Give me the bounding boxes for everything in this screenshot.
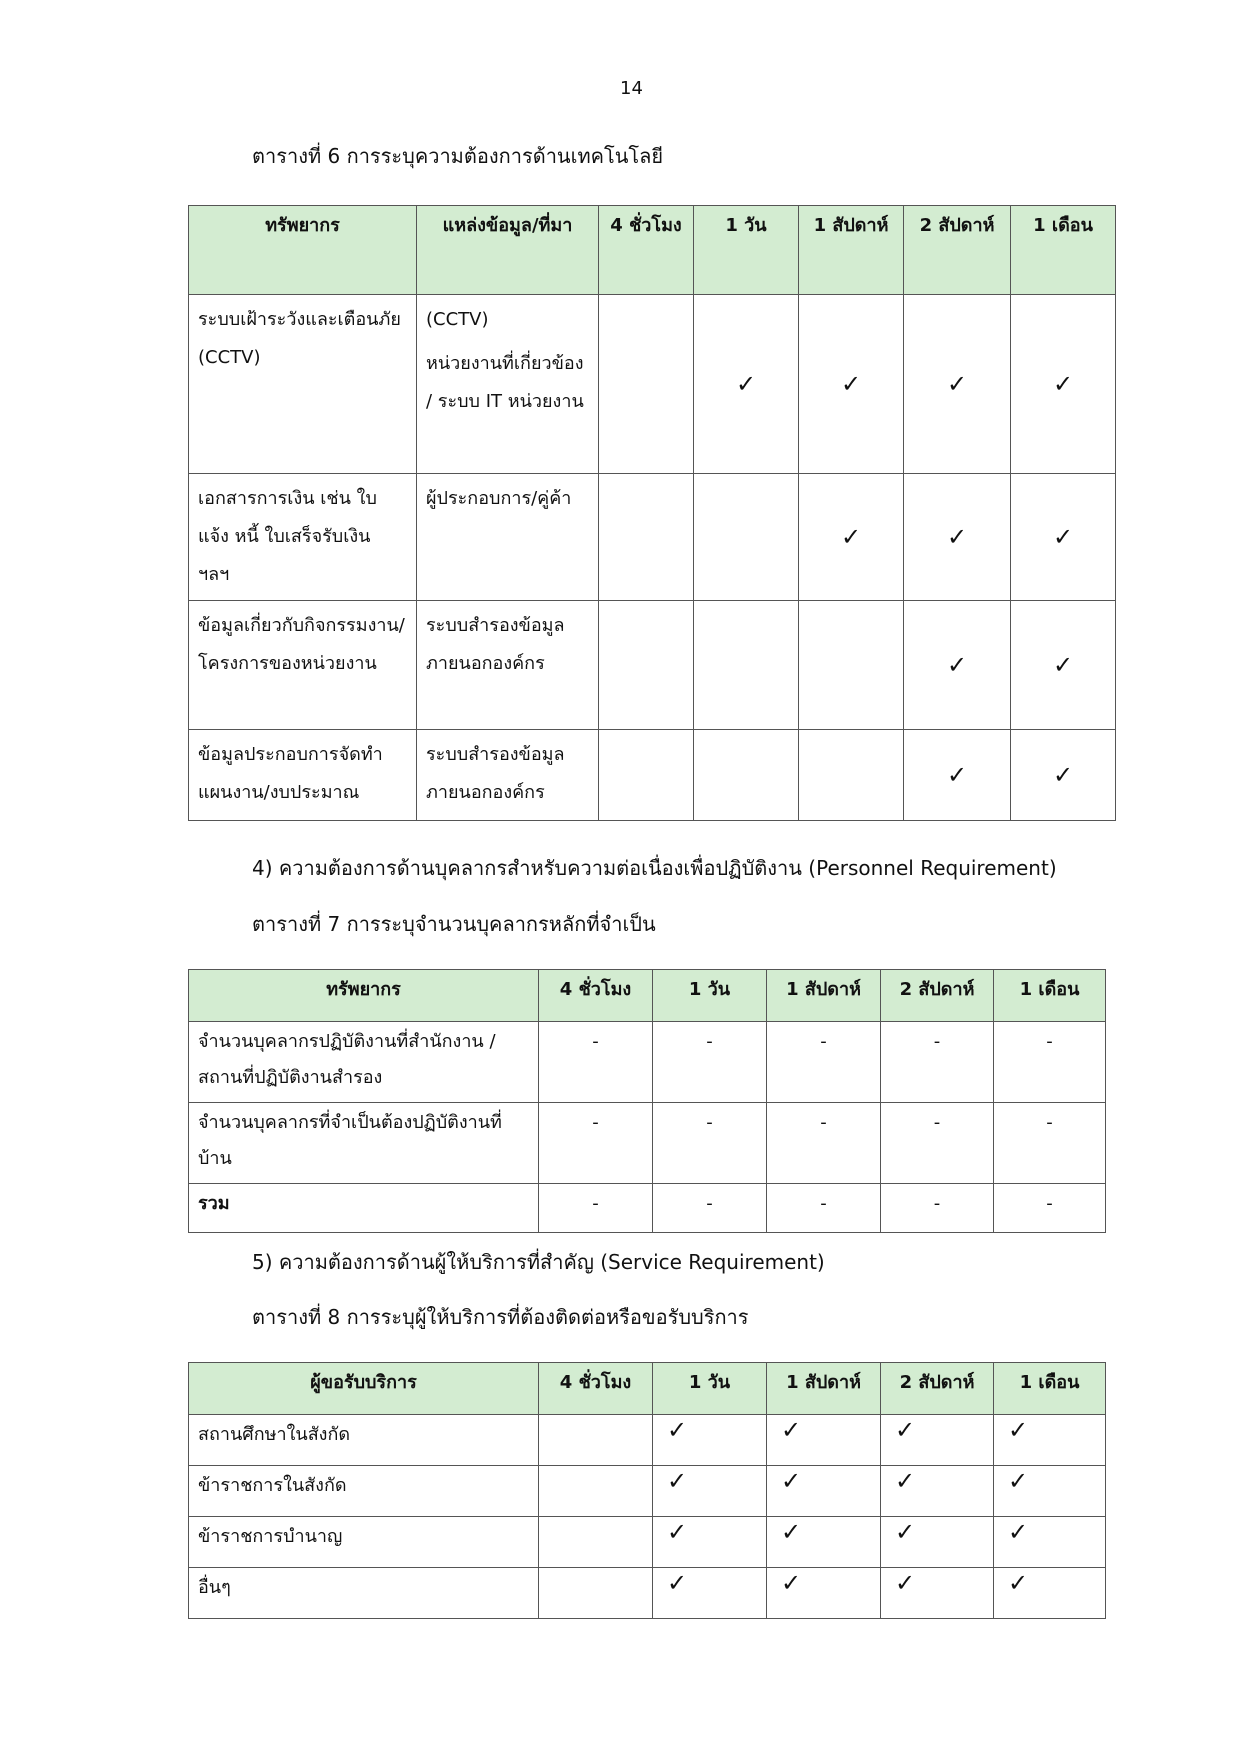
- value-cell: -: [653, 1184, 767, 1233]
- check-icon: ✓: [694, 295, 799, 474]
- empty-cell: [694, 474, 799, 601]
- check-icon: ✓: [767, 1415, 881, 1466]
- page-number: 14: [620, 78, 643, 99]
- check-icon: ✓: [994, 1517, 1106, 1568]
- value-cell: -: [881, 1022, 994, 1103]
- resource-cell: จำนวนบุคลากรที่จำเป็นต้องปฏิบัติงานที่บ้าน: [189, 1103, 539, 1184]
- value-cell: -: [767, 1103, 881, 1184]
- source-cell: [417, 730, 599, 821]
- value-cell: -: [539, 1184, 653, 1233]
- technology-requirements-table: [188, 205, 1116, 821]
- table-row: [189, 1103, 1106, 1184]
- table-row: [189, 1517, 1106, 1568]
- check-icon: ✓: [799, 474, 904, 601]
- requester-cell: ข้าราชการบำนาญ: [189, 1517, 539, 1568]
- check-icon: ✓: [881, 1415, 994, 1466]
- column-header: 2 สัปดาห์: [881, 1363, 994, 1415]
- column-header: 1 สัปดาห์: [799, 206, 904, 295]
- personnel-requirements-table: [188, 969, 1106, 1233]
- check-icon: ✓: [904, 601, 1011, 730]
- empty-cell: [539, 1517, 653, 1568]
- column-header: ผู้ขอรับบริการ: [189, 1363, 539, 1415]
- value-cell: -: [881, 1184, 994, 1233]
- requester-cell: อื่นๆ: [189, 1568, 539, 1619]
- value-cell: -: [539, 1103, 653, 1184]
- empty-cell: [799, 730, 904, 821]
- resource-cell: ข้อมูลเกี่ยวกับกิจกรรมงาน/โครงการของหน่วยงาน: [189, 601, 417, 730]
- column-header: 1 สัปดาห์: [767, 970, 881, 1022]
- column-header: 2 สัปดาห์: [904, 206, 1011, 295]
- check-icon: ✓: [1011, 474, 1116, 601]
- value-cell: -: [994, 1184, 1106, 1233]
- empty-cell: [599, 601, 694, 730]
- empty-cell: [539, 1568, 653, 1619]
- table-row: [189, 295, 1116, 474]
- resource-cell: ข้อมูลประกอบการจัดทำแผนงาน/งบประมาณ: [189, 730, 417, 821]
- value-cell: -: [653, 1022, 767, 1103]
- check-icon: ✓: [653, 1415, 767, 1466]
- table-row: [189, 1415, 1106, 1466]
- check-icon: ✓: [881, 1517, 994, 1568]
- check-icon: ✓: [881, 1568, 994, 1619]
- value-cell: -: [881, 1103, 994, 1184]
- table8-caption: ตารางที่ 8 การระบุผู้ให้บริการที่ต้องติดต่อหรือขอรับบริการ: [252, 1305, 749, 1329]
- check-icon: ✓: [904, 295, 1011, 474]
- source-cell: [417, 474, 599, 601]
- column-header: 1 วัน: [694, 206, 799, 295]
- value-cell: -: [767, 1022, 881, 1103]
- value-cell: -: [994, 1103, 1106, 1184]
- check-icon: ✓: [1011, 295, 1116, 474]
- column-header: 1 เดือน: [994, 970, 1106, 1022]
- requester-cell: ข้าราชการในสังกัด: [189, 1466, 539, 1517]
- resource-cell: จำนวนบุคลากรปฏิบัติงานที่สำนักงาน /สถานที่ปฏิบัติงานสำรอง: [189, 1022, 539, 1103]
- check-icon: ✓: [799, 295, 904, 474]
- value-cell: -: [767, 1184, 881, 1233]
- resource-cell: ระบบเฝ้าระวังและเตือนภัย (CCTV): [189, 295, 417, 474]
- check-icon: ✓: [994, 1415, 1106, 1466]
- empty-cell: [694, 730, 799, 821]
- column-header: 1 วัน: [653, 1363, 767, 1415]
- section-5-heading: 5) ความต้องการด้านผู้ให้บริการที่สำคัญ (Service Requirement): [252, 1250, 825, 1274]
- check-icon: ✓: [653, 1568, 767, 1619]
- check-icon: ✓: [1011, 601, 1116, 730]
- table-row: [189, 1466, 1106, 1517]
- source-line: (CCTV): [426, 309, 489, 330]
- table7-caption: ตารางที่ 7 การระบุจำนวนบุคลากรหลักที่จำเป็น: [252, 912, 656, 936]
- value-cell: -: [539, 1022, 653, 1103]
- empty-cell: [539, 1415, 653, 1466]
- column-header: ทรัพยากร: [189, 206, 417, 295]
- check-icon: ✓: [767, 1568, 881, 1619]
- table-row: [189, 1022, 1106, 1103]
- column-header: 1 สัปดาห์: [767, 1363, 881, 1415]
- check-icon: ✓: [904, 730, 1011, 821]
- source-line: ระบบสำรองข้อมูลภายนอกองค์กร: [426, 615, 565, 674]
- column-header: 4 ชั่วโมง: [599, 206, 694, 295]
- resource-cell: รวม: [189, 1184, 539, 1233]
- empty-cell: [599, 295, 694, 474]
- value-cell: -: [994, 1022, 1106, 1103]
- empty-cell: [599, 730, 694, 821]
- empty-cell: [599, 474, 694, 601]
- column-header: 1 เดือน: [994, 1363, 1106, 1415]
- check-icon: ✓: [653, 1517, 767, 1568]
- column-header: 4 ชั่วโมง: [539, 970, 653, 1022]
- value-cell: -: [653, 1103, 767, 1184]
- resource-cell: เอกสารการเงิน เช่น ใบแจ้ง หนี้ ใบเสร็จรับเงิน ฯลฯ: [189, 474, 417, 601]
- table-row: [189, 474, 1116, 601]
- source-cell: [417, 601, 599, 730]
- check-icon: ✓: [994, 1466, 1106, 1517]
- table-row: [189, 1184, 1106, 1233]
- check-icon: ✓: [904, 474, 1011, 601]
- section-4-heading: 4) ความต้องการด้านบุคลากรสำหรับความต่อเนื่องเพื่อปฏิบัติงาน (Personnel Requirement): [252, 856, 1057, 880]
- column-header: 1 เดือน: [1011, 206, 1116, 295]
- check-icon: ✓: [653, 1466, 767, 1517]
- requester-cell: สถานศึกษาในสังกัด: [189, 1415, 539, 1466]
- table-row: [189, 730, 1116, 821]
- column-header: ทรัพยากร: [189, 970, 539, 1022]
- source-line: ระบบสำรองข้อมูลภายนอกองค์กร: [426, 744, 565, 803]
- table6-caption: ตารางที่ 6 การระบุความต้องการด้านเทคโนโลยี: [252, 144, 664, 168]
- empty-cell: [694, 601, 799, 730]
- source-cell: [417, 295, 599, 474]
- empty-cell: [539, 1466, 653, 1517]
- table-row: [189, 1568, 1106, 1619]
- column-header: 1 วัน: [653, 970, 767, 1022]
- table-row: [189, 601, 1116, 730]
- service-requirements-table: [188, 1362, 1106, 1619]
- check-icon: ✓: [1011, 730, 1116, 821]
- source-line: ผู้ประกอบการ/คู่ค้า: [426, 488, 572, 509]
- check-icon: ✓: [767, 1466, 881, 1517]
- column-header: 4 ชั่วโมง: [539, 1363, 653, 1415]
- empty-cell: [799, 601, 904, 730]
- check-icon: ✓: [881, 1466, 994, 1517]
- column-header: แหล่งข้อมูล/ที่มา: [417, 206, 599, 295]
- source-line: หน่วยงานที่เกี่ยวข้อง / ระบบ IT หน่วยงาน: [426, 353, 584, 412]
- check-icon: ✓: [994, 1568, 1106, 1619]
- check-icon: ✓: [767, 1517, 881, 1568]
- column-header: 2 สัปดาห์: [881, 970, 994, 1022]
